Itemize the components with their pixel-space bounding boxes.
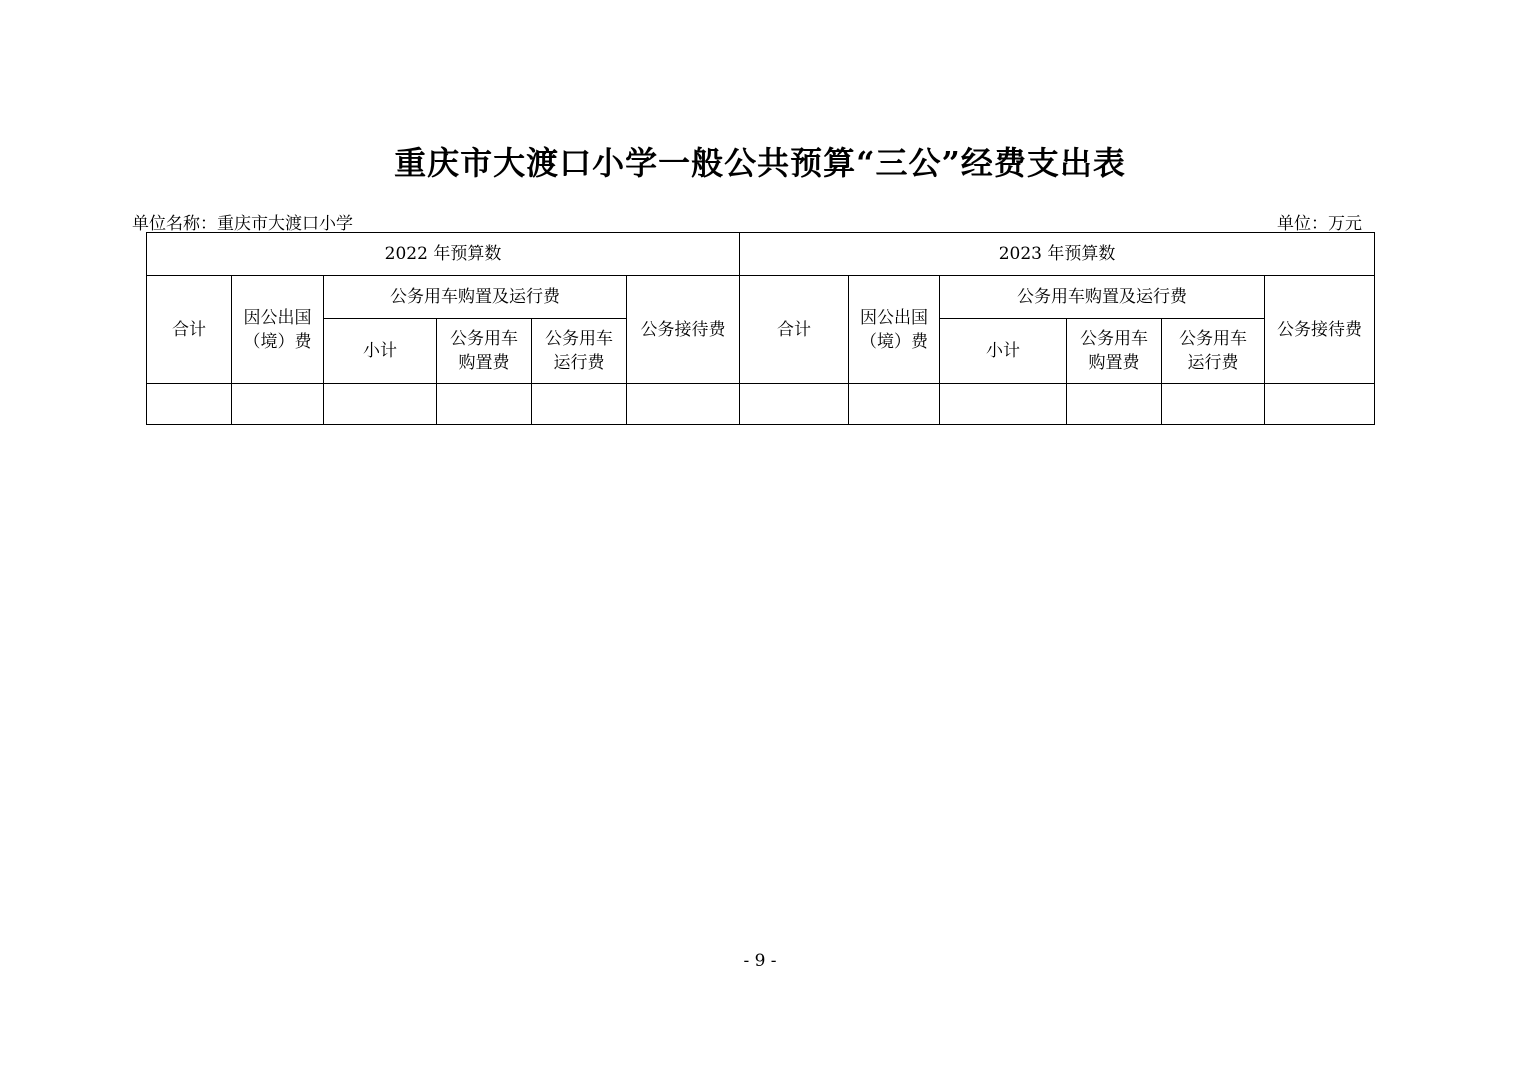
table-cell — [940, 384, 1067, 425]
table-cell — [1162, 384, 1265, 425]
header-row-categories — [147, 276, 1375, 319]
unit-name-label: 单位名称：重庆市大渡口小学 — [132, 214, 353, 234]
header-2023-reception: 公务接待费 — [1265, 276, 1375, 384]
header-2022-subtotal: 小计 — [324, 319, 437, 384]
unit-label: 单位：万元 — [1277, 214, 1362, 234]
three-public-expenses-table — [146, 232, 1375, 425]
document-title: 重庆市大渡口小学一般公共预算“三公”经费支出表 — [394, 144, 1126, 182]
table-row — [147, 384, 1375, 425]
header-2022-vehicle-operation: 公务用车 运行费 — [532, 319, 627, 384]
table-cell — [1265, 384, 1375, 425]
table-cell — [437, 384, 532, 425]
table-cell — [849, 384, 940, 425]
header-2022-vehicle-group: 公务用车购置及运行费 — [324, 276, 627, 319]
header-2023-total: 合计 — [740, 276, 849, 384]
header-2022-vehicle-purchase: 公务用车 购置费 — [437, 319, 532, 384]
header-2022-reception: 公务接待费 — [627, 276, 740, 384]
header-2023-subtotal: 小计 — [940, 319, 1067, 384]
page-number: - 9 - — [743, 951, 777, 971]
table-cell — [627, 384, 740, 425]
table-cell — [147, 384, 232, 425]
table-cell — [1067, 384, 1162, 425]
header-row-years — [147, 233, 1375, 276]
header-2023-vehicle-purchase: 公务用车 购置费 — [1067, 319, 1162, 384]
table-cell — [740, 384, 849, 425]
table-cell — [532, 384, 627, 425]
table-cell — [232, 384, 324, 425]
header-2022-overseas: 因公出国 （境）费 — [232, 276, 324, 384]
header-2023-overseas: 因公出国 （境）费 — [849, 276, 940, 384]
header-2022-total: 合计 — [147, 276, 232, 384]
table-cell — [324, 384, 437, 425]
header-2022-budget: 2022 年预算数 — [147, 233, 740, 276]
header-2023-vehicle-group: 公务用车购置及运行费 — [940, 276, 1265, 319]
header-2023-vehicle-operation: 公务用车 运行费 — [1162, 319, 1265, 384]
header-2023-budget: 2023 年预算数 — [740, 233, 1375, 276]
